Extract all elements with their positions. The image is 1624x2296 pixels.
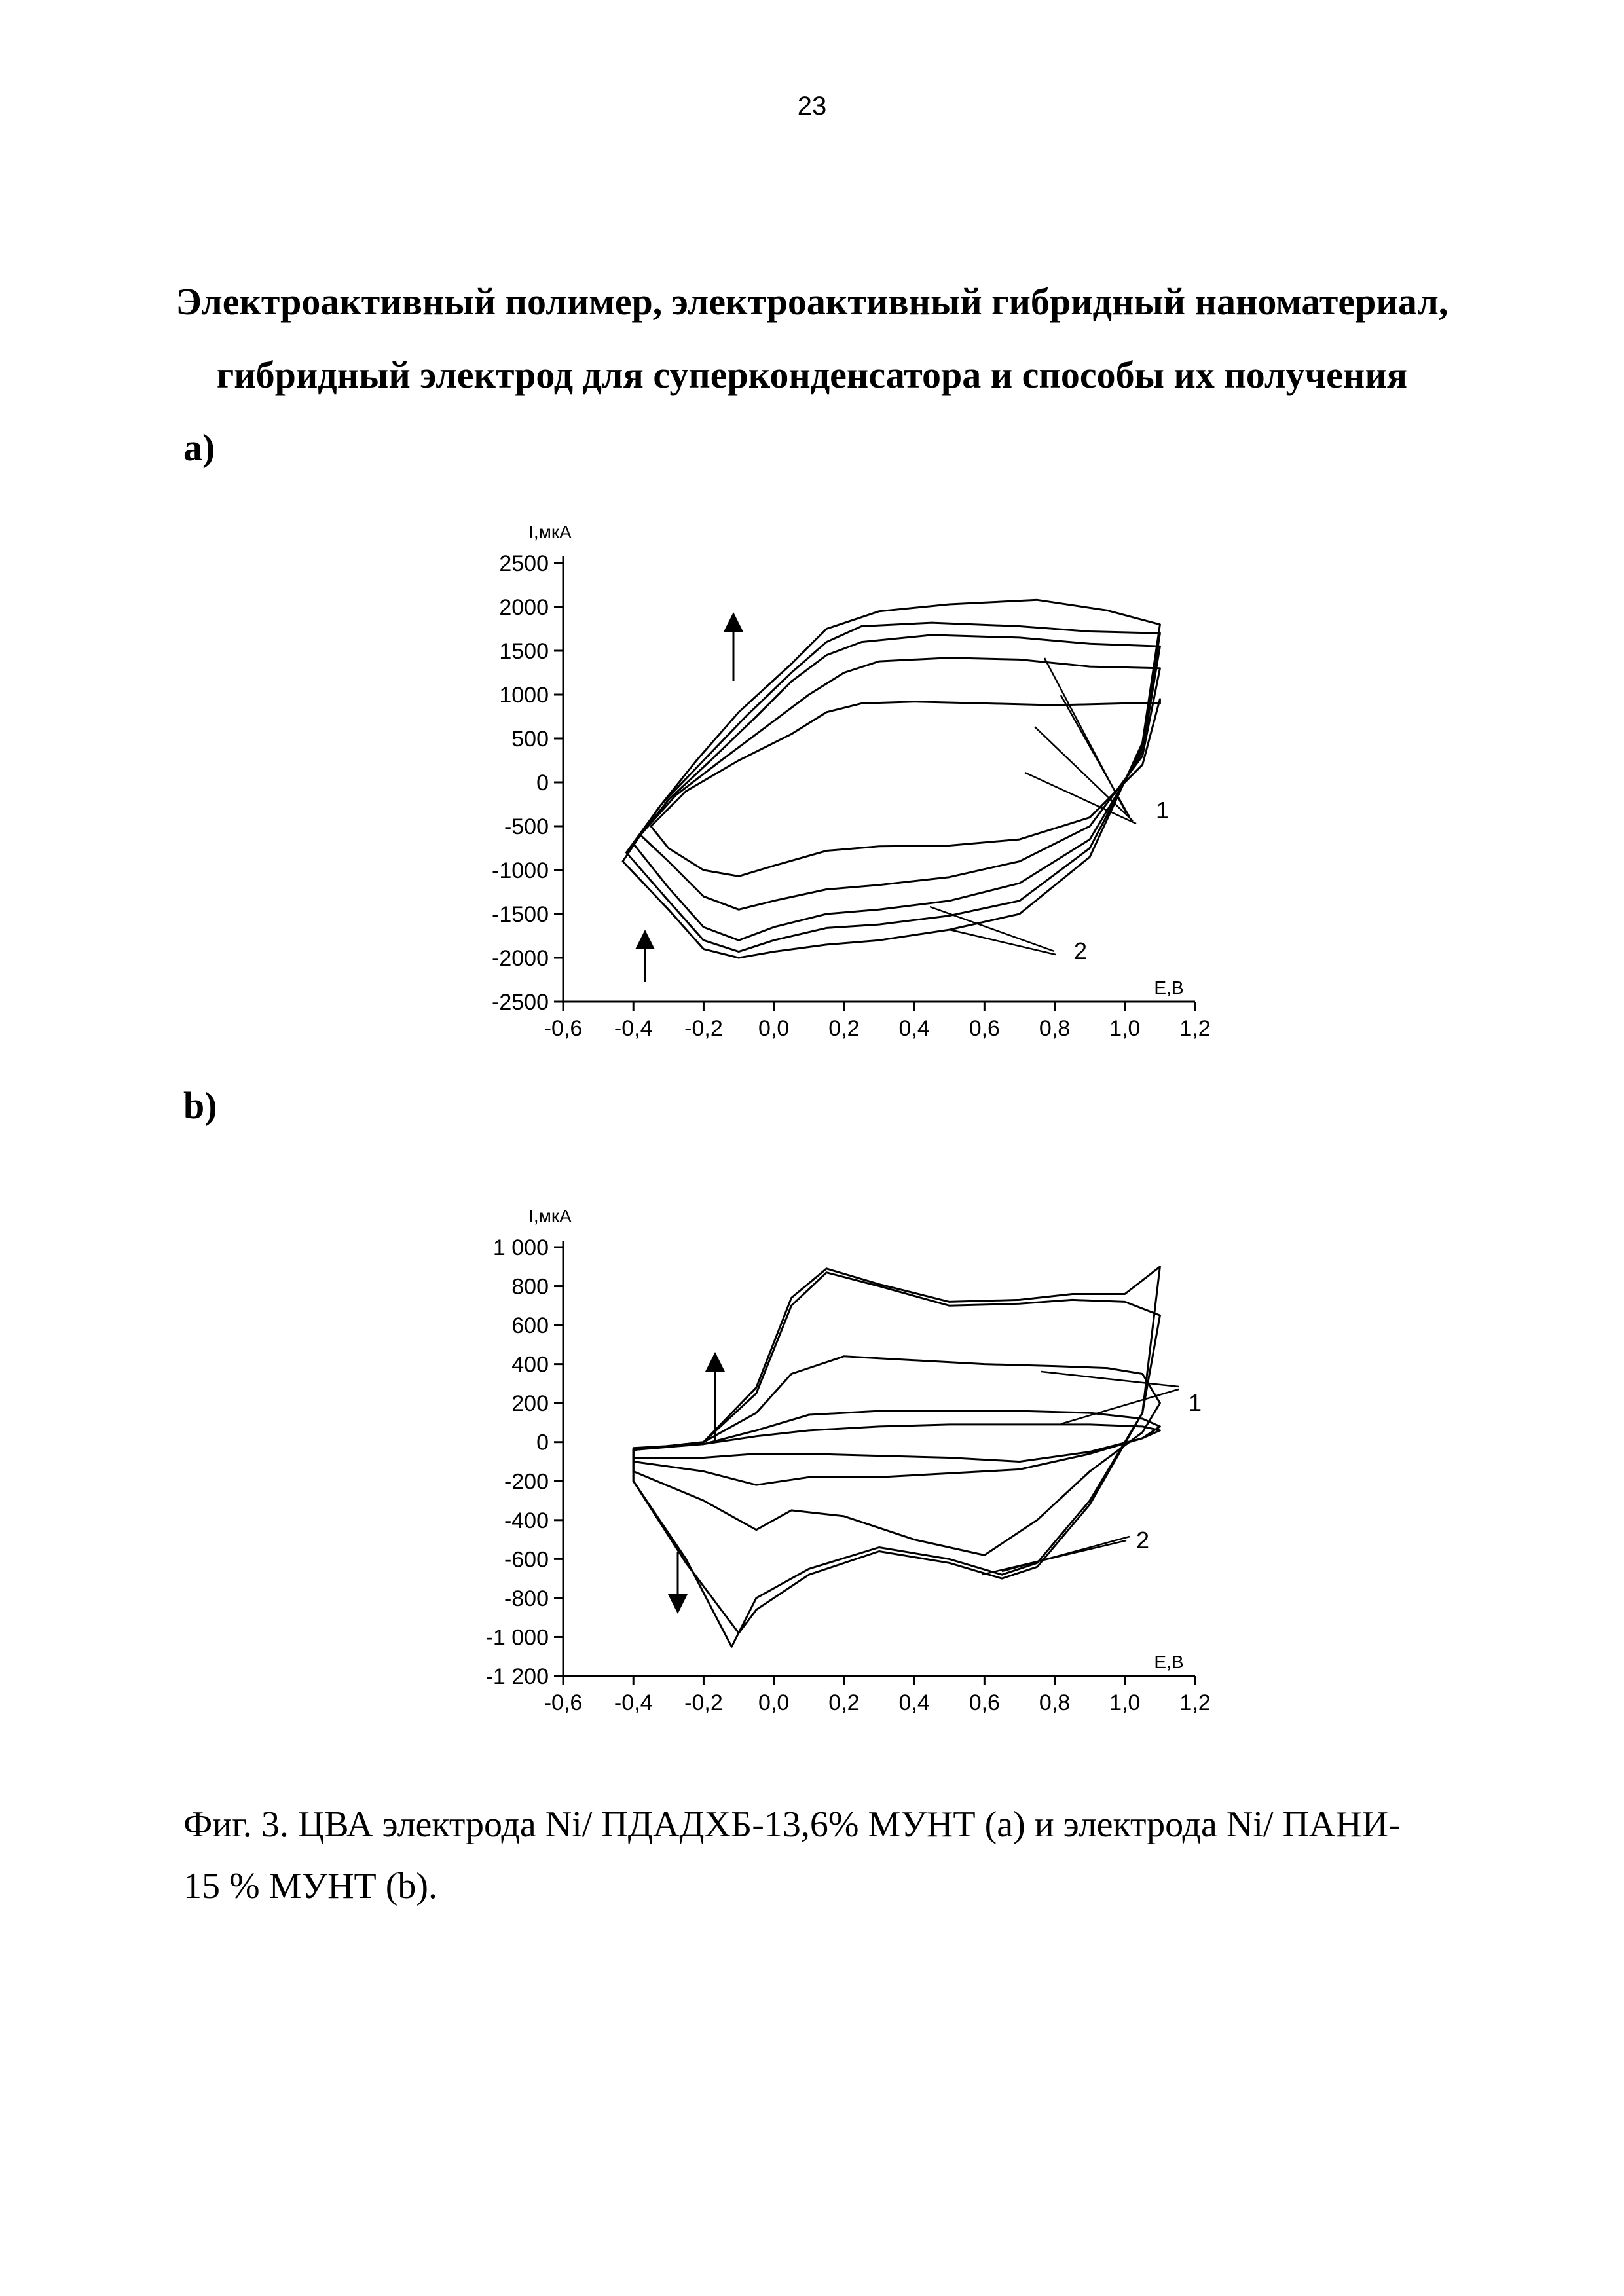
- y-tick-label: -1500: [492, 902, 549, 927]
- y-tick-label: 500: [511, 727, 549, 752]
- y-tick-label: -1 000: [486, 1625, 549, 1650]
- y-tick-label: 600: [511, 1313, 549, 1338]
- y-axis-label: I,мкА: [528, 1206, 572, 1226]
- annotation-leader-1: [1061, 695, 1130, 817]
- x-tick-label: 0,8: [1039, 1690, 1070, 1715]
- annotation-label-1: 1: [1156, 797, 1169, 824]
- annotation-label-2: 2: [1136, 1527, 1149, 1554]
- cv-curve-cycle-4: [627, 623, 1160, 952]
- x-tick-label: 0,6: [969, 1016, 1000, 1041]
- cv-curve-cycle-5: [633, 1267, 1160, 1633]
- cv-curve-cycle-4: [633, 1273, 1160, 1647]
- y-tick-label: 400: [511, 1353, 549, 1377]
- figure-caption: [183, 1794, 1480, 1917]
- x-axis-label: E,B: [1154, 1652, 1183, 1672]
- y-tick-label: -2000: [492, 946, 549, 971]
- annotation-leader-1: [1041, 1372, 1179, 1387]
- caption-line-2: 15 % МУНТ (b).: [183, 1855, 1480, 1917]
- x-tick-label: 0,8: [1039, 1016, 1070, 1041]
- y-tick-label: -800: [504, 1586, 549, 1611]
- x-tick-label: -0,6: [544, 1016, 583, 1041]
- x-tick-label: -0,6: [544, 1690, 583, 1715]
- y-tick-label: -1 200: [486, 1664, 549, 1689]
- y-tick-label: -400: [504, 1508, 549, 1533]
- annotation-leader-1: [1035, 727, 1133, 821]
- y-tick-label: 1000: [499, 683, 549, 708]
- cv-curve-cycle-2: [633, 1411, 1160, 1485]
- y-tick-label: -600: [504, 1547, 549, 1572]
- x-tick-label: 1,2: [1179, 1690, 1210, 1715]
- x-tick-label: -0,2: [684, 1016, 723, 1041]
- panel-label-a: a): [183, 426, 215, 469]
- y-tick-label: -1000: [492, 858, 549, 883]
- y-axis-label: I,мкА: [528, 522, 572, 542]
- x-axis-label: E,B: [1154, 977, 1183, 998]
- y-tick-label: -500: [504, 814, 549, 839]
- axes: [492, 551, 1211, 1041]
- title-line-2: гибридный электрод для суперконденсатора и способы их получения: [0, 338, 1624, 412]
- cv-chart-a: [0, 511, 1624, 1100]
- document-title: [0, 265, 1624, 412]
- y-tick-label: 800: [511, 1275, 549, 1300]
- series-group: [623, 600, 1160, 958]
- x-tick-label: -0,2: [684, 1690, 723, 1715]
- y-tick-label: 200: [511, 1391, 549, 1416]
- x-tick-label: 0,0: [758, 1016, 789, 1041]
- x-tick-label: 0,4: [898, 1016, 929, 1041]
- x-tick-label: 1,2: [1179, 1016, 1210, 1041]
- x-tick-label: -0,4: [614, 1690, 653, 1715]
- y-tick-label: 1 000: [493, 1235, 549, 1260]
- annotation-label-1: 1: [1189, 1389, 1202, 1416]
- page-number: 23: [0, 92, 1624, 121]
- series-group: [633, 1267, 1160, 1647]
- x-tick-label: 0,2: [828, 1016, 859, 1041]
- x-tick-label: 0,4: [898, 1690, 929, 1715]
- x-tick-label: 1,0: [1109, 1690, 1140, 1715]
- cv-curve-cycle-5: [623, 600, 1160, 958]
- axes: [486, 1235, 1211, 1715]
- y-tick-label: 1500: [499, 639, 549, 664]
- cv-chart-b: [0, 1172, 1624, 1761]
- annotation-leader-1: [1061, 1389, 1179, 1424]
- cv-curve-cycle-3: [633, 635, 1160, 940]
- x-tick-label: -0,4: [614, 1016, 653, 1041]
- title-line-1: Электроактивный полимер, электроактивный гибридный наноматериал,: [0, 265, 1624, 338]
- panel-label-b: b): [183, 1084, 217, 1127]
- caption-line-1: Фиг. 3. ЦВА электрода Ni/ ПДАДХБ-13,6% МУНТ (a) и электрода Ni/ ПАНИ-: [183, 1794, 1480, 1855]
- x-tick-label: 0,6: [969, 1690, 1000, 1715]
- y-tick-label: 2000: [499, 595, 549, 620]
- y-tick-label: 0: [536, 1430, 549, 1455]
- y-tick-label: 0: [536, 771, 549, 795]
- x-tick-label: 0,0: [758, 1690, 789, 1715]
- y-tick-label: -200: [504, 1469, 549, 1494]
- x-tick-label: 0,2: [828, 1690, 859, 1715]
- y-tick-label: -2500: [492, 990, 549, 1015]
- y-tick-label: 2500: [499, 551, 549, 576]
- annotation-label-2: 2: [1074, 938, 1087, 964]
- x-tick-label: 1,0: [1109, 1016, 1140, 1041]
